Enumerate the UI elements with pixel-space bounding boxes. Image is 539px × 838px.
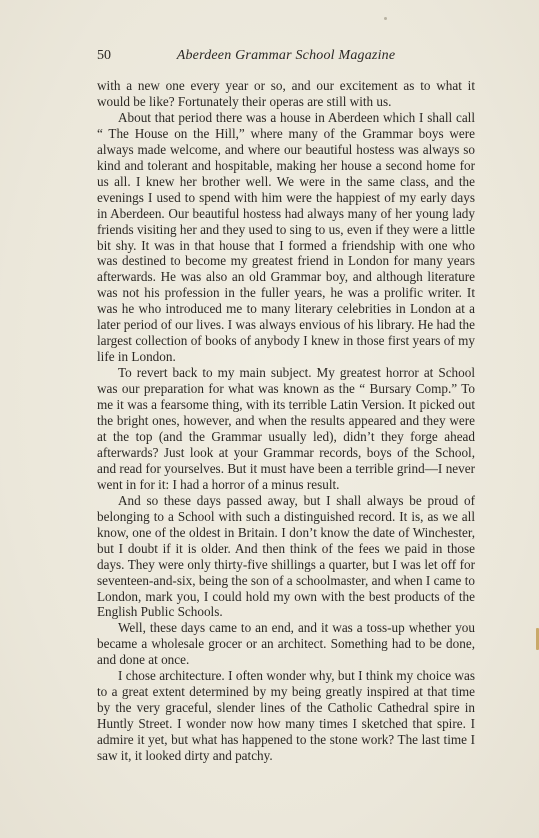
paragraph-4: And so these days passed away, but I shall always be proud of belonging to a School with such a distinguished record. It is, as we all know, one of the oldest in Britain. I don’t know the date of Winchester, but I doubt if it is older. And then think of the fees we paid in those days. They were only thirty-five shillings a quarter, but I was let off for seventeen-and-six, being the son of a schoolmaster, and when I came to London, mark you, I could hold my own with the best products of the English Public Schools. [97,492,475,620]
paragraph-2: About that period there was a house in Aberdeen which I shall call “ The House on the Hill,” where many of the Grammar boys were always made welcome, and where our beautiful hostess was always so kind and tolerant and hospitable, making her house a second home for us all. I knew her brother well. We were in the same class, and the evenings I used to spend with him were the happiest of my early days in Aberdeen. Our beautiful hostess had always many of her young lady friends visiting her and they used to sing to us, even if they were a little bit shy. It was in that house that I formed a friendship with one who was destined to become my greatest friend in London for many years afterwards. He was also an old Grammar boy, and although literature was not his profession in the fuller years, he was a prolific writer. It was he who introduced me to many literary celebrities in London at a later period of our lives. I was always envious of his library. He had the largest collection of books of anybody I knew in those first years of my life in London. [97,109,475,365]
running-title: Aberdeen Grammar School Magazine [176,48,396,63]
paragraph-3: To revert back to my main subject. My greatest horror at School was our preparation for what was known as the “ Bursary Comp.” To me it was a fearsome thing, with its terrible Latin Version. It picked out the bright ones, however, and when the results appeared and they were at the top (and the Grammar usually led), didn’t they forge ahead afterwards? Just look at your Grammar records, boys of the School, and read for yourselves. But it must have been a terrible grind—I never went in for it: I had a horror of a minus result. [97,365,475,492]
paragraph-6: I chose architecture. I often wonder why, but I think my choice was to a great extent determined by my being greatly inspired at that time by the very graceful, slender lines of the Catholic Cathedral spire in Huntly Street. I wonder now how many times I sketched that spire. I admire it yet, but what has happened to the stone work? The last time I saw it, it looked dirty and patchy. [97,668,475,764]
paper-speck [384,17,387,20]
paragraph-1: with a new one every year or so, and our excitement as to what it would be like? Fortunately their operas are still with us. [97,78,475,109]
page-number: 50 [97,48,111,63]
article-body [97,78,475,764]
page-header [97,48,475,68]
paragraph-5: Well, these days came to an end, and it was a toss-up whether you became a wholesale grocer or an architect. Something had to be done, and done at once. [97,620,475,668]
